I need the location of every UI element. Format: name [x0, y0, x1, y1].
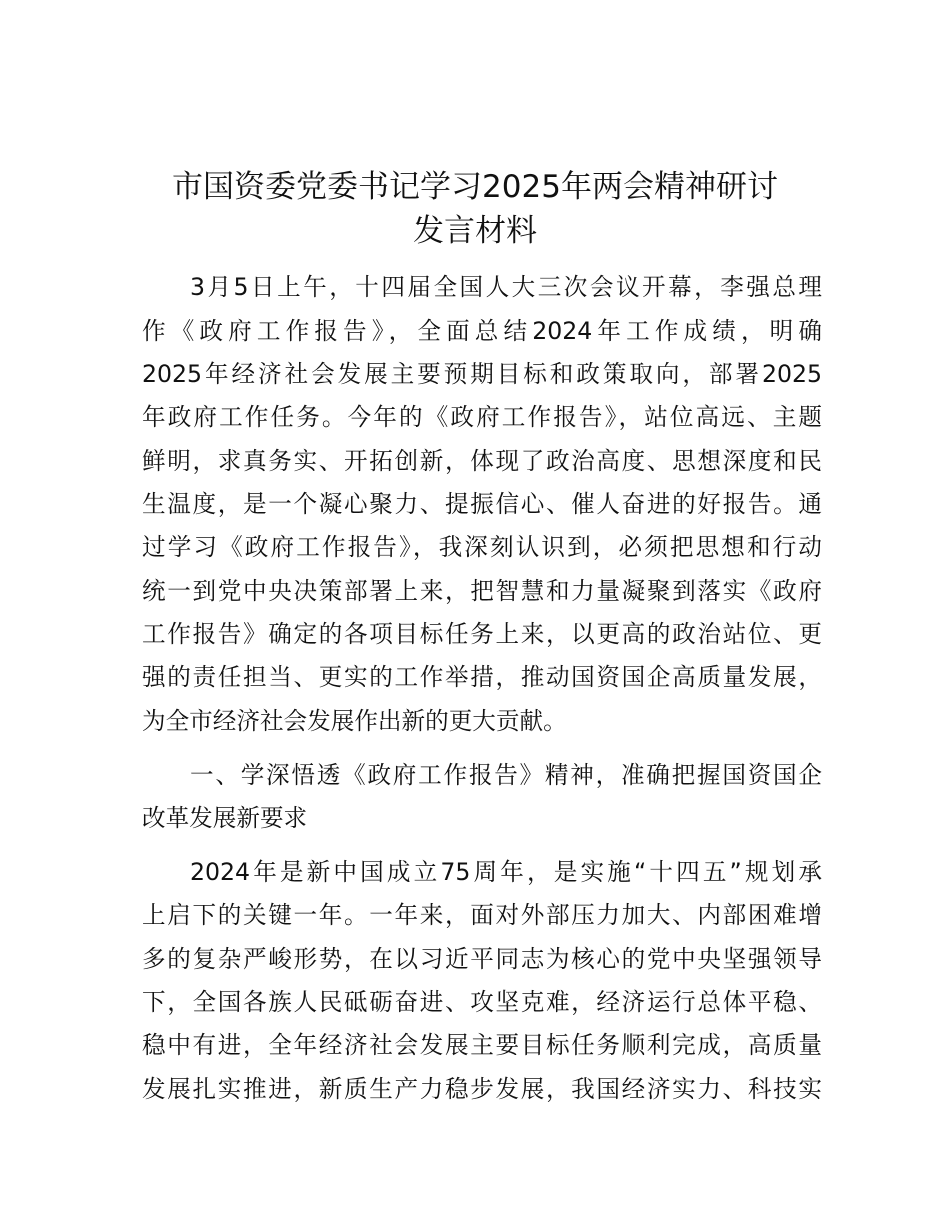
section-heading-line: 一、学深悟透《政府工作报告》精神，准确把握国资国企 [190, 761, 822, 789]
paragraph-line: 上启下的关键一年。一年来，面对外部压力加大、内部困难增 [142, 901, 822, 929]
paragraph-line: 为全市经济社会发展作出新的更大贡献。 [142, 707, 567, 735]
paragraph-line: 工作报告》确定的各项目标任务上来，以更高的政治站位、更 [142, 620, 822, 648]
paragraph-line: 多的复杂严峻形势，在以习近平同志为核心的党中央坚强领导 [142, 945, 822, 973]
document-title-line-2: 发言材料 [413, 213, 537, 249]
paragraph-line: 强的责任担当、更实的工作举措，推动国资国企高质量发展， [142, 663, 822, 691]
paragraph-line: 年政府工作任务。今年的《政府工作报告》，站位高远、主题 [142, 403, 822, 431]
paragraph-line: 作《政府工作报告》，全面总结2024年工作成绩，明确 [142, 317, 822, 345]
paragraph-line: 稳中有进，全年经济社会发展主要目标任务顺利完成，高质量 [142, 1031, 822, 1059]
paragraph-line: 鲜明，求真务实、开拓创新，体现了政治高度、思想深度和民 [142, 447, 822, 475]
paragraph-line: 过学习《政府工作报告》，我深刻认识到，必须把思想和行动 [142, 533, 822, 561]
paragraph-line: 2025年经济社会发展主要预期目标和政策取向，部署2025 [142, 360, 822, 388]
paragraph-line: 3月5日上午，十四届全国人大三次会议开幕，李强总理 [190, 273, 822, 301]
paragraph-line: 下，全国各族人民砥砺奋进、攻坚克难，经济运行总体平稳、 [142, 988, 822, 1016]
section-heading-line: 改革发展新要求 [142, 804, 308, 832]
paragraph-line: 2024年是新中国成立75周年，是实施“十四五”规划承 [190, 858, 822, 886]
paragraph-line: 生温度，是一个凝心聚力、提振信心、催人奋进的好报告。通 [142, 490, 822, 518]
paragraph-line: 统一到党中央决策部署上来，把智慧和力量凝聚到落实《政府 [142, 577, 822, 605]
document-title-line-1: 市国资委党委书记学习2025年两会精神研讨 [172, 169, 778, 205]
paragraph-line: 发展扎实推进，新质生产力稳步发展，我国经济实力、科技实 [142, 1075, 822, 1103]
